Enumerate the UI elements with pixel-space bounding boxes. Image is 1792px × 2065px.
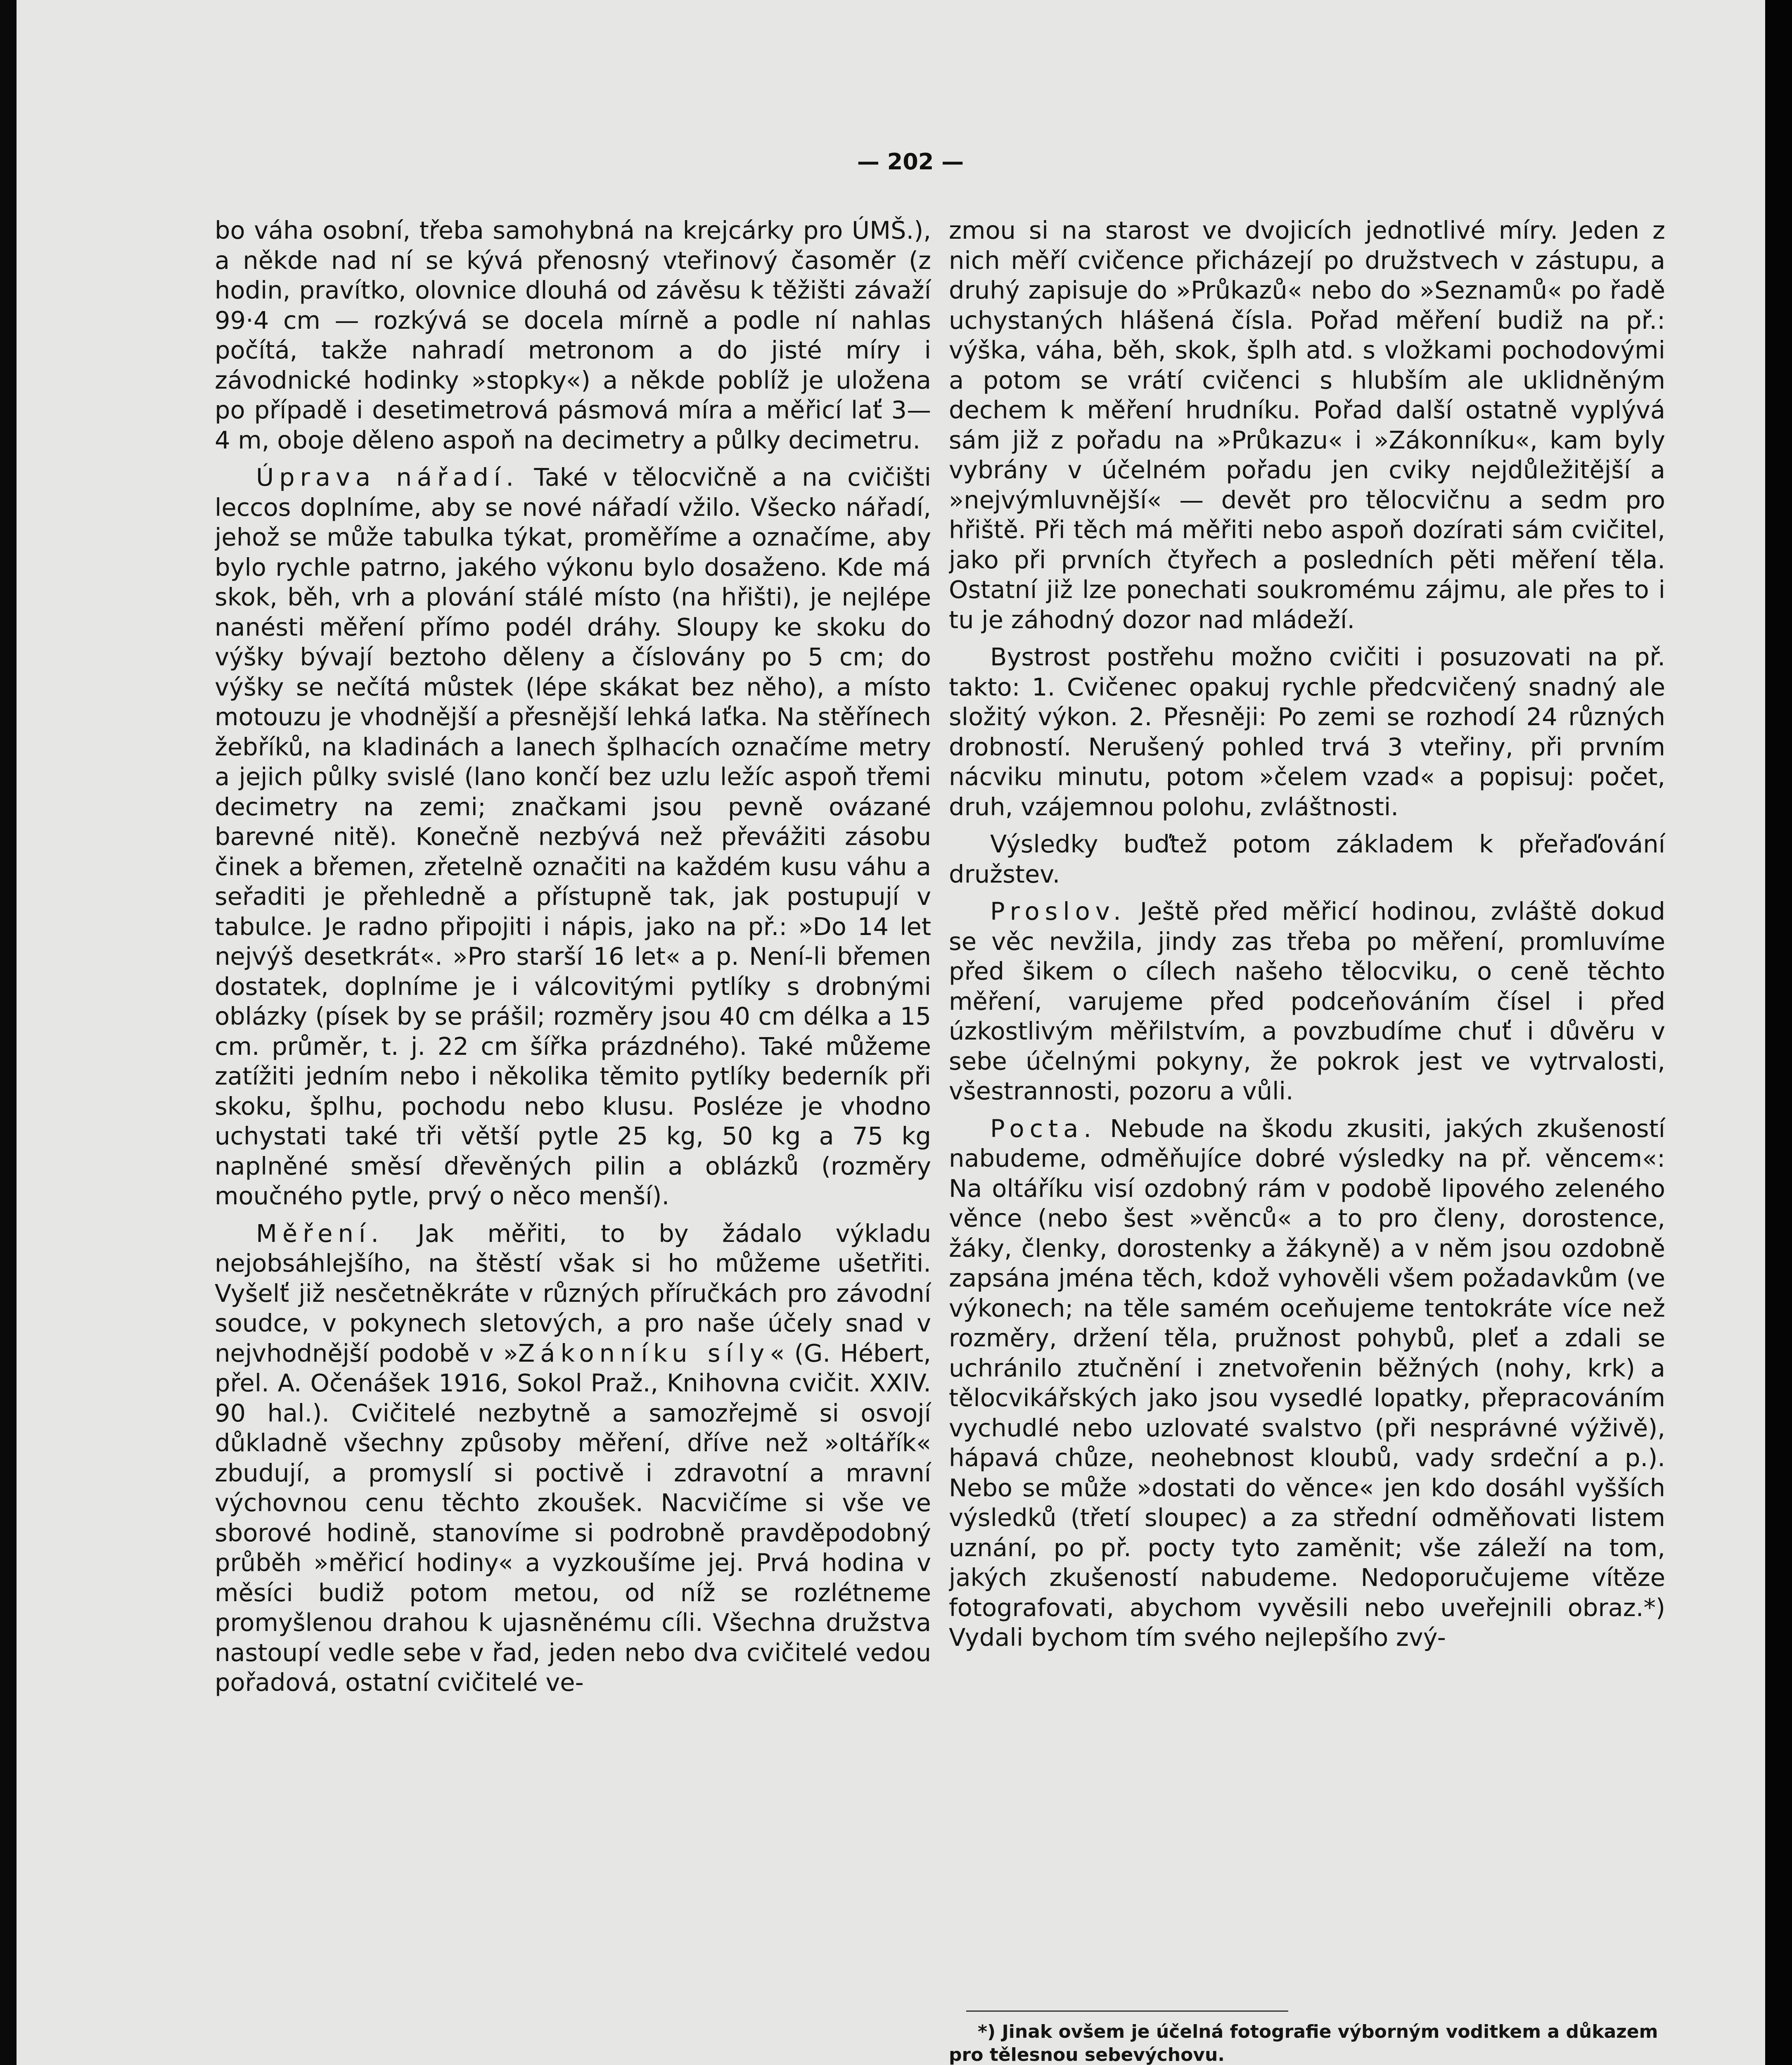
book-title-zakonnik-sily: Zákonníku síly — [518, 1339, 770, 1367]
left-paragraph-2-text: Také v tělocvičně a na cvičišti leccos doplníme, aby se nové nářadí vžilo. Všecko nářadí, jehož se může tabulka týkat, proměříme a označíme, aby bylo rychle patrno, jakého výkonu bylo dosaženo. Kde má skok, běh, vrh a plování stálé místo (na hřišti), je nejlépe nanésti měření přímo podél dráhy. Sloupy ke skoku do výšky bývají beztoho děleny a číslovány po 5 cm; do výšky se nečítá můstek (lépe skákat bez něho), a místo motouzu je vhodnější a přesnější lehká laťka. Na stěřínech žebříků, na kladinách a lanech šplhacích označíme metry a jejich půlky svislé (lano končí bez uzlu ležíc aspoň třemi decimetry na zemi; značkami jsou pevně ovázané barevné nitě). Konečně nezbývá než převážiti zásobu činek a břemen, zřetelně označiti na každém kusu váhu a seřaditi je přehledně a přístupně tak, jak postupují v tabulce. Je radno připojiti i nápis, jako na př.: »Do 14 let nejvýš desetkrát«. »Pro starší 16 let« a p. Není-li břemen dostatek, doplníme je i válcovitými pytlíky s drobnými oblázky (písek by se prášil; rozměry jsou 40 cm délka a 15 cm. průměr, t. j. 22 cm šířka prázdného). Také můžeme zatížiti jedním nebo i několika těmito pytlíky bederník při skoku, šplhu, pochodu nebo klusu. Posléze je vhodno uchystati také tři větší pytle 25 kg, 50 kg a 75 kg naplněné směsí dřevěných pilin a oblázků (rozměry moučného pytle, prvý o něco menší). — [215, 463, 931, 1210]
right-paragraph-1: zmou si na starost ve dvojicích jednotlivé míry. Jeden z nich měří cvičence přicházejí po družstvech v zástupu, a druhý zapisuje do »Průkazů« nebo do »Seznamů« po řadě uchystaných hlášená čísla. Pořad měření budiž na př.: výška, váha, běh, skok, šplh atd. s vložkami pochodovými a potom se vrátí cvičenci s hlubším ale uklidněným dechem k měření hrudníku. Pořad další ostatně vyplývá sám již z pořadu na »Průkazu« i »Zákonníku«, kam byly vybrány v účelném pořadu jen cviky nejdůležitější a »nejvýmluvnější« — devět pro tělocvičnu a sedm pro hřiště. Při těch má měřiti nebo aspoň dozírati sám cvičitel, jako při prvních čtyřech a posledních pěti měření těla. Ostatní již lze ponechati soukromému zájmu, ale přes to i tu je záhodný dozor nad mládeží. — [949, 216, 1665, 634]
section-heading-mereni: Měření. — [256, 1219, 384, 1248]
left-paragraph-2 — [215, 463, 931, 1211]
right-paragraph-4 — [949, 897, 1665, 1106]
footnote-text: *) Jinak ovšem je účelná fotografie výborným voditkem a důkazem pro tělesnou sebevýchovu. — [949, 2021, 1658, 2065]
right-paragraph-5-text: Nebude na škodu zkusiti, jakých zkušeností nabudeme, odměňujíce dobré výsledky na př. věncem«: Na oltáříku visí ozdobný rám v podobě lipového zeleného věnce (nebo šest »věnců« a to pro členy, dorostence, žáky, členky, dorostenky a žákyně) a v něm jsou ozdobně zapsána jména těch, kdož vyhověli všem požadavkům (ve výkonech; na těle samém oceňujeme tentokráte více než rozměry, držení těla, pružnost pohybů, pleť a zdali se uchránilo ztučnění i znetvořenin běžných (nohy, krk) a tělocvikářských jako jsou vysedlé lopatky, přepracováním vychudlé nebo uzlovaté svalstvo (při nesprávné výživě), hápavá chůze, neohebnost kloubů, vady srdeční a p.). Nebo se může »dostati do věnce« jen kdo dosáhl vyšších výsledků (třetí sloupec) a za střední odměňovati listem uznání, po př. pocty tyto zaměnit; vše záleží na tom, jakých zkušeností nabudeme. Nedoporučujeme vítěze fotografovati, abychom vyvěsili nebo uveřejnili obraz.*) Vydali bychom tím svého nejlepšího zvý- — [949, 1114, 1665, 1652]
page-edge-shadow — [1765, 0, 1792, 2065]
section-heading-pocta: Pocta. — [990, 1114, 1097, 1143]
footnote — [949, 2020, 1665, 2065]
right-paragraph-4-text: Ještě před měřicí hodinou, zvláště dokud se věc nevžila, jindy zas třeba po měření, promluvíme před šikem o cílech našeho tělocviku, o ceně těchto měření, varujeme před podceňováním čísel i před úzkostlivým měřilstvím, a povzbudíme chuť i důvěru v sebe účelnými pokyny, že pokrok jest ve vytrvalosti, všestrannosti, pozoru a vůli. — [949, 897, 1665, 1105]
left-column — [215, 216, 931, 2065]
footnote-rule — [966, 2010, 1288, 2012]
left-paragraph-3-text-a: Jak měřiti, to by žádalo výkladu nejobsáhlejšího, na štěstí však si ho můžeme ušetřiti. Vyšelť již nesčetněkráte v různých příručkách pro závodní soudce, v pokynech sletových, a pro naše účely snad v nejvhodnější podobě v » — [215, 1219, 931, 1367]
left-paragraph-3 — [215, 1219, 931, 1698]
section-heading-proslov: Proslov. — [990, 897, 1126, 926]
right-paragraph-2: Bystrost postřehu možno cvičiti i posuzovati na př. takto: 1. Cvičenec opakuj rychle předcvičený snadný ale složitý výkon. 2. Přesněji: Po zemi se rozhodí 24 různých drobností. Nerušený pohled trvá 3 vteřiny, při prvním nácviku minutu, potom »čelem vzad« a popisuj: počet, druh, vzájemnou polohu, zvláštnosti. — [949, 643, 1665, 821]
page-number: — 202 — — [857, 149, 964, 175]
right-paragraph-3: Výsledky buďtež potom základem k přeřaďování družstev. — [949, 830, 1665, 888]
right-paragraph-5 — [949, 1114, 1665, 1653]
right-column — [949, 216, 1665, 2065]
left-paragraph-1: bo váha osobní, třeba samohybná na krejcárky pro ÚMŠ.), a někde nad ní se kývá přenosný vteřinový časoměr (z hodin, pravítko, olovnice dlouhá od závěsu k těžišti závaží 99·4 cm — rozkývá se docela mírně a podle ní nahlas počítá, takže nahradí metronom a do jisté míry i závodnické hodinky »stopky«) a někde poblíž je uložena po případě i desetimetrová pásmová míra a měřicí lať 3—4 m, oboje děleno aspoň na decimetry a půlky decimetru. — [215, 216, 931, 454]
section-heading-uprava-naradi: Úprava nářadí. — [256, 463, 519, 491]
left-paragraph-3-text-b: « (G. Hébert, přel. A. Očenášek 1916, Sokol Praž., Knihovna cvičit. XXIV. 90 hal.). Cvičitelé nezbytně a samozřejmě si osvojí důkladně všechny způsoby měření, dříve než »oltářík« zbudují, a promyslí si poctivě i zdravotní a mravní výchovnou cenu těchto zkoušek. Nacvičíme si vše ve sborové hodině, stanovíme si podrobně pravděpodobný průběh »měřicí hodiny« a vyzkoušíme jej. Prvá hodina v měsíci budiž potom metou, od níž se rozlétneme promyšlenou drahou k ujasněnému cíli. Všechna družstva nastoupí vedle sebe v řad, jeden nebo dva cvičitelé vedou pořadová, ostatní cvičitelé ve- — [215, 1339, 931, 1697]
